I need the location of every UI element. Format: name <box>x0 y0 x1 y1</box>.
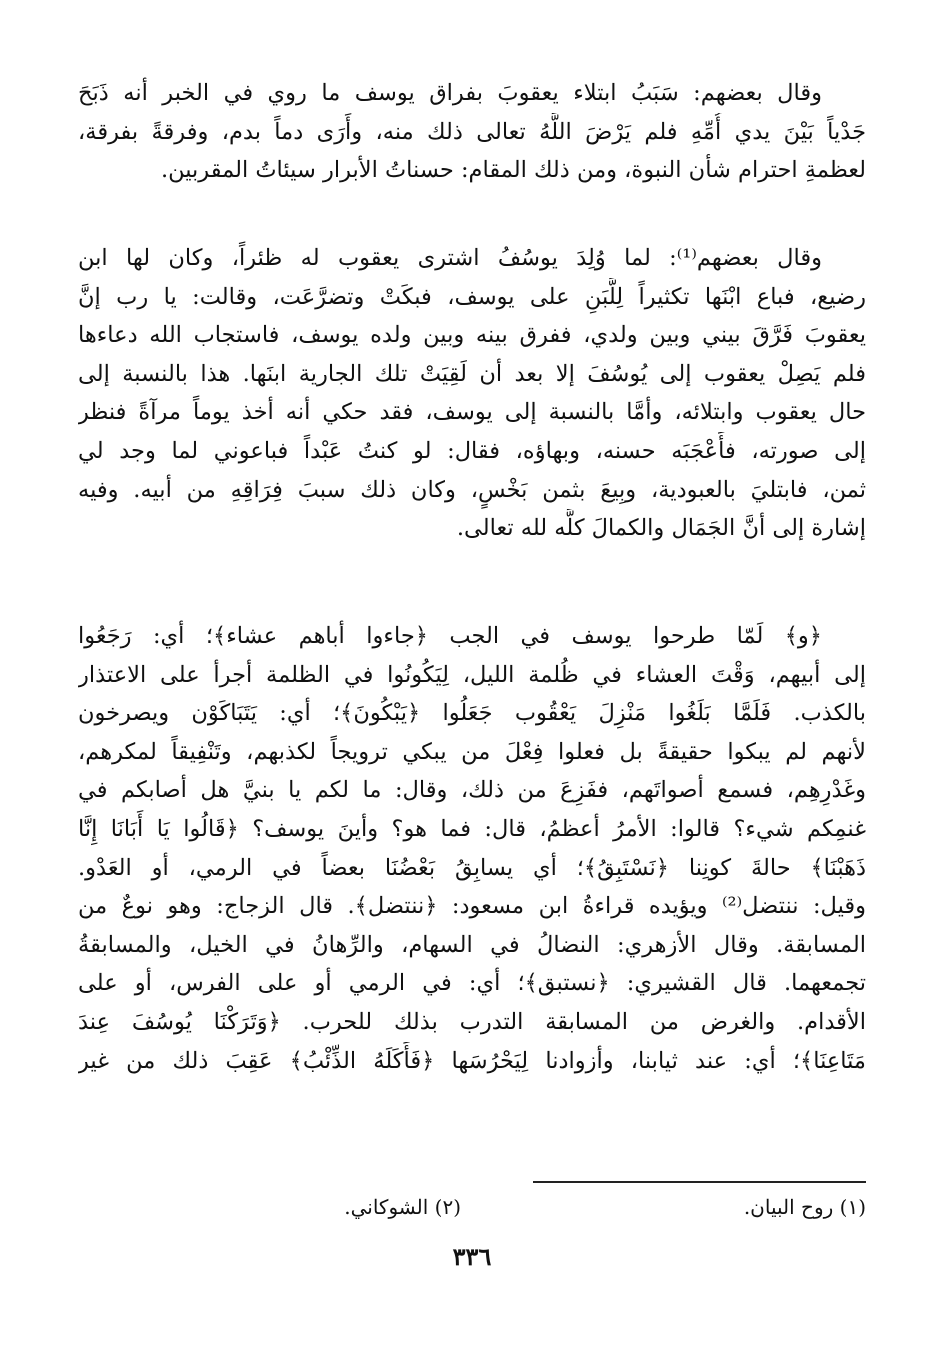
document-page <box>78 68 866 1348</box>
text-line: المسابقة. وقال الأزهري: النضالُ في السهام، والرِّهانُ في الخيل، والمسابقةُ <box>78 931 866 958</box>
text-line: غنمِكم شيء؟ قالوا: الأمرُ أعظمُ، قال: فما هو؟ وأينَ يوسف؟ ﴿قَالُوا يَا أَبَانَا إِنَّا <box>78 815 866 842</box>
footnote-2: (٢) الشوكاني. <box>344 1195 461 1219</box>
text-line: لأنهم لم يبكوا حقيقةً بل فعلوا فِعْلَ من يبكي ترويجاً لكذبهم، وتَنْفِيقاً لمكرهم، <box>78 738 866 765</box>
paragraph-1 <box>78 74 866 190</box>
text-line: رضيع، فباع ابْنَها تكثيراً لِلَّبَنِ على يوسف، فبكَتْ وتضرَّعَت، وقالت: يا رب إنَّ <box>78 283 866 310</box>
text-line: فلم يَصِلْ يعقوب إلى يُوسُفَ إلا بعد أن لَقِيَتْ تلك الجارية ابنَها. هذا بالنسبة إلى <box>78 360 866 387</box>
text-line: تجمعهما. قال القشيري: ﴿نستبق﴾؛ أي: في الرمي أو على الفرس، أو على <box>78 970 866 997</box>
text-line: وقيل: ننتضل⁽²⁾ ويؤيده قراءةُ ابن مسعود: ﴿ننتضل﴾. قال الزجاج: وهو نوعٌ من <box>78 893 866 920</box>
paragraph-2 <box>78 239 866 548</box>
text-line: يعقوبَ فَرَّقَ بيني وبين ولدي، ففرق بينه وبين ولده يوسف، فاستجاب الله دعاءها <box>78 322 866 349</box>
text-line: مَتَاعِنَا﴾؛ أي: عند ثيابنا، وأزوادنا لِيَحْرُسَها ﴿فَأَكَلَهُ الذِّئْبُ﴾ عَقِبَ ذلك من غير <box>78 1047 866 1074</box>
text-line: إلى صورته، فأَعْجَبَه حسنه، وبهاؤه، فقال: لو كنتُ عَبْداً فباعوني لما وجد لي <box>78 437 866 464</box>
text-line: ثمن، فابتليَ بالعبودية، وبِيعَ بثمن بَخْسٍ، وكان ذلك سببَ فِرَاقِهِ من أبيه. وفيه <box>78 476 866 503</box>
paragraph-3 <box>78 617 866 1080</box>
footnotes <box>78 1189 866 1225</box>
text-line: وقال بعضهم⁽¹⁾: لما وُلِدَ يوسُفُ اشترى يعقوب له ظئراً، وكان لها ابن <box>78 245 822 271</box>
text-line: جَدْياً بَيْنَ يدي أُمِّهِ فلم يَرْضَ اللَّهُ تعالى ذلك منه، وأَرَى دماً بدم، وفرقةً بفرقة، <box>78 118 866 145</box>
footnote-divider <box>533 1181 866 1183</box>
footnote-1: (١) روح البيان. <box>743 1195 866 1219</box>
page-number: ٣٣٦ <box>452 1242 492 1271</box>
text-line: الأقدام. والغرض من المسابقة التدرب بذلك للحرب. ﴿وَتَرَكْنَا يُوسُفَ عِندَ <box>78 1008 866 1035</box>
text-line: لعظمةِ احترام شأن النبوة، ومن ذلك المقام: حسناتُ الأبرار سيئاتُ المقربين. <box>160 157 866 184</box>
text-line: حال يعقوب وابتلائه، وأمَّا بالنسبة إلى يوسف، فقد حكي أنه أخذ يوماً مرآةً فنظر <box>78 399 866 426</box>
text-line: وقال بعضهم: سَبَبُ ابتلاء يعقوبَ بفراق يوسف ما روي في الخبر أنه ذَبَحَ <box>78 80 822 106</box>
text-line: ﴿و﴾ لَمّا طرحوا يوسف في الجب ﴿جاءوا أباهم عشاء﴾؛ أي: رَجَعُوا <box>78 623 822 649</box>
text-line: إشارة إلى أنَّ الجَمَال والكمالَ كلَّه لله تعالى. <box>456 515 866 542</box>
text-line: إلى أبيهم، وَقْتَ العشاء في ظُلمة الليل، لِيَكُونُوا في الظلمة أجرأ على الاعتذار <box>78 661 866 688</box>
text-line: بالكذب. فَلَمَّا بَلَغُوا مَنْزِلَ يَعْقُوب جَعَلُوا ﴿يَبْكُونَ﴾؛ أي: يَتَبَاكَوْن ويصرخون <box>78 700 866 727</box>
text-line: ذَهَبْنَا﴾ حالةَ كونِنا ﴿نَسْتَبِقُ﴾؛ أي يسابِقُ بَعْضُنَا بعضاً في الرمي، أو العَدْو. <box>78 854 866 881</box>
text-line: وغَدْرِهِم، فسمع أصواتَهم، ففَزِعَ من ذلك، وقال: ما لكم يا بنيَّ هل أصابكم في <box>78 777 866 804</box>
